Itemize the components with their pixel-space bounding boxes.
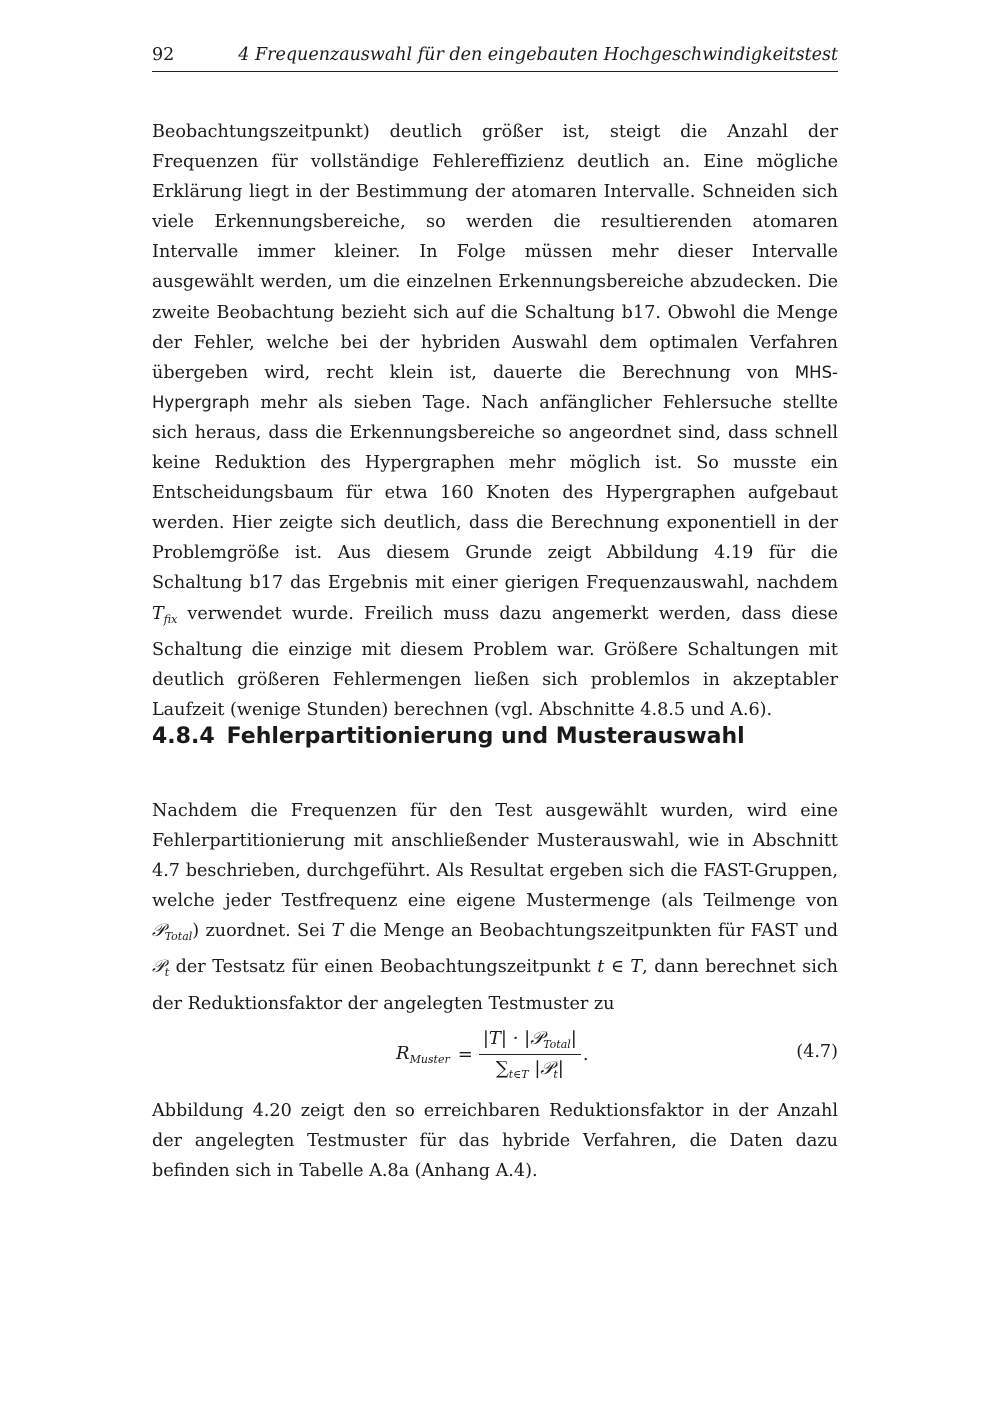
fraction-denominator — [492, 1055, 568, 1081]
numerator-text: | — [570, 1027, 577, 1049]
math-element-of: ∈ — [604, 957, 631, 978]
paragraph-text: Nachdem die Frequenzen für den Test ausgewählt wurden, wird eine Fehlerpartitionierung mit anschließender Musterauswahl, wie in Abschnitt 4.7 beschrieben, durchgeführt. Als Resultat ergeben sich die FAST-Gruppen, welche jeder Testfrequenz eine eigene Mustermenge (als Teilmenge von — [152, 801, 838, 912]
denominator-text: |𝒫 — [528, 1057, 554, 1079]
fraction — [479, 1028, 581, 1081]
sum-subscript: t∈T — [508, 1067, 529, 1081]
paragraph-text: die Menge an Beobachtungszeitpunkten für FAST und — [343, 921, 838, 942]
math-p-total: 𝒫 — [152, 921, 165, 942]
math-p-t-subscript: t — [164, 966, 170, 980]
math-p-t: 𝒫 — [152, 957, 165, 978]
math-t: T — [331, 921, 344, 942]
math-r: R — [396, 1042, 410, 1064]
paragraph-text: verwendet wurde. Freilich muss dazu angemerkt werden, dass diese Schaltung die einzige mit diesem Problem war. Größere Schaltungen mit deutlich größeren Fehlermengen ließen sich problemlos in akzeptabler Laufzeit (wenige Stunden) berechnen (vgl. Abschnitte 4.8.5 und A.6). — [152, 603, 838, 720]
math-t: T — [630, 957, 643, 978]
section-title: Fehlerpartitionierung und Musterauswahl — [226, 724, 745, 749]
numerator-subscript: Total — [543, 1037, 571, 1051]
math-t-subscript: fix — [163, 612, 178, 626]
paragraph-text: der Testsatz für einen Beobachtungszeitpunkt — [169, 957, 598, 978]
paragraph-figure-reference: Abbildung 4.20 zeigt den so erreichbaren Reduktionsfaktor in der Anzahl der angelegten Testmuster für das hybride Verfahren, die Daten dazu befinden sich in Tabelle A.8a (Anhang A.4). — [152, 1101, 838, 1182]
running-title: 4 Frequenzauswahl für den eingebauten Hochgeschwindigkeitstest — [238, 45, 838, 65]
equation-number: (4.7) — [796, 1042, 838, 1062]
math-r-subscript: Muster — [409, 1052, 450, 1066]
header-rule — [152, 71, 838, 72]
section-heading — [152, 722, 838, 752]
paragraph-text: mehr als sieben Tage. Nach anfänglicher Fehlersuche stellte sich heraus, dass die Erkennungsbereiche so angeordnet sind, dass schnell keine Reduktion des Hypergraphen mehr möglich ist. So musste ein Entscheidungsbaum für etwa 160 Knoten des Hypergraphen aufgebaut werden. Hier zeigte sich deutlich, dass die Berechnung exponentiell in der Problemgröße ist. Aus diesem Grunde zeigt Abbildung 4.19 für die Schaltung b17 das Ergebnis mit einer gierigen Frequenzauswahl, nachdem — [152, 392, 838, 594]
paragraph-text: ) zuordnet. Sei — [192, 921, 332, 942]
math-t: T — [152, 603, 164, 624]
paragraph-partitioning — [152, 796, 838, 1019]
section-number: 4.8.4 — [152, 724, 215, 749]
denominator-subscript: t — [553, 1067, 558, 1081]
denominator-text: | — [557, 1057, 564, 1079]
numerator-text: |T| · |𝒫 — [482, 1027, 544, 1049]
paragraph-text: Beobachtungszeitpunkt) deutlich größer ist, steigt die Anzahl der Frequenzen für vollständige Fehlereffizienz deutlich an. Eine mögliche Erklärung liegt in der Bestimmung der atomaren Intervalle. Schneiden sich viele Erkennungsbereiche, so werden die resultierenden atomaren Intervalle immer kleiner. In Folge müssen mehr dieser Intervalle ausgewählt werden, um die einzelnen Erkennungsbereiche abzudecken. Die zweite Beobachtung bezieht sich auf die Schaltung b17. Obwohl die Menge der Fehler, welche bei der hybriden Auswahl dem optimalen Verfahren übergeben wird, recht klein ist, dauerte die Berechnung von — [152, 122, 838, 383]
equation-body — [396, 1022, 589, 1086]
running-header — [152, 44, 838, 66]
equation-period: . — [582, 1043, 589, 1065]
math-p-total-subscript: Total — [164, 930, 193, 944]
paragraph-text: , dann berechnet sich der Reduktionsfaktor der angelegten Testmuster zu — [152, 957, 838, 1014]
equation-lhs — [396, 1043, 450, 1066]
page-number: 92 — [152, 45, 175, 65]
algorithm-name: MHS-Hypergraph — [152, 362, 838, 412]
paragraph-observations — [152, 117, 838, 725]
math-t-var: t — [597, 957, 605, 978]
fraction-numerator — [479, 1028, 581, 1055]
equals-sign: = — [457, 1043, 473, 1065]
sum-sign: ∑ — [495, 1057, 509, 1079]
equation-reduction-factor — [152, 1022, 838, 1086]
